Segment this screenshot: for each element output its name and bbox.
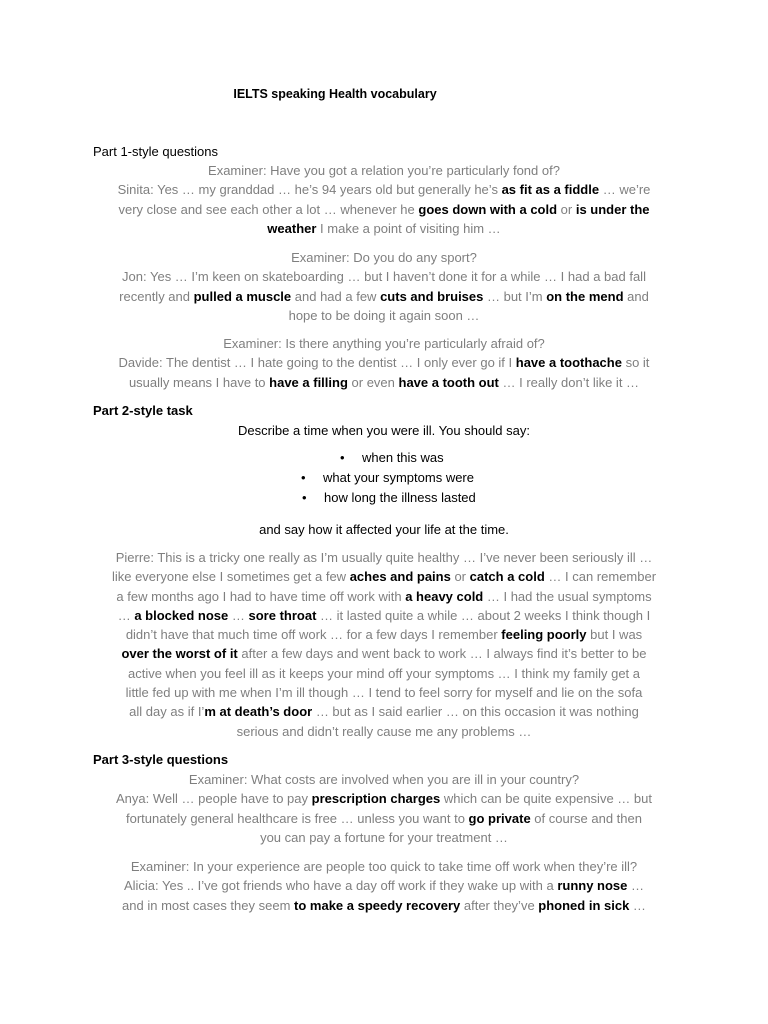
part1-dialogue-2: [88, 248, 680, 325]
answer-line: little fed up with me when I’m ill though … I tend to feel sorry for myself and lie on the sofa: [125, 685, 643, 701]
part3-dialogue-2: [88, 857, 680, 915]
answer-line: Anya: Well … people have to pay prescription charges which can be quite expensive … but: [116, 791, 652, 807]
vocab-term: sore throat: [248, 607, 317, 623]
vocab-term: pulled a muscle: [193, 288, 292, 304]
part1-heading: Part 1-style questions: [93, 144, 219, 159]
bullet-item: • how long the illness lasted: [302, 490, 476, 505]
bullet-item: • when this was: [340, 450, 444, 465]
vocab-term: as fit as a fiddle: [501, 182, 600, 198]
vocab-term: goes down with a cold: [418, 201, 558, 217]
vocab-term: a blocked nose: [134, 607, 229, 623]
answer-line: usually means I have to have a filling or even have a tooth out … I really don’t like it …: [128, 374, 640, 390]
answer-line: a few months ago I had to have time off work with a heavy cold … I had the usual symptoms: [116, 588, 652, 604]
part1-dialogue-1: [88, 161, 680, 238]
vocab-term: over the worst of it: [121, 646, 238, 662]
answer-line: active when you feel ill as it keeps your mind off your symptoms … I think my family get a: [127, 665, 641, 681]
answer-line: all day as if I’m at death’s door … but as I said earlier … on this occasion it was nothing: [129, 704, 639, 720]
answer-line: … a blocked nose … sore throat … it lasted quite a while … about 2 weeks I think though I: [117, 607, 651, 623]
vocab-term: feeling poorly: [501, 627, 587, 643]
page-title: IELTS speaking Health vocabulary: [233, 87, 437, 101]
vocab-term: phoned in sick: [538, 897, 630, 913]
answer-line: weather I make a point of visiting him …: [267, 220, 501, 236]
vocab-term: weather: [267, 220, 317, 236]
part2-heading: Part 2-style task: [93, 403, 193, 418]
answer-line: over the worst of it after a few days and went back to work … I always find it’s better to be: [121, 646, 647, 662]
answer-line: Pierre: This is a tricky one really as I’m usually quite healthy … I’ve never been seriously ill …: [115, 550, 653, 565]
answer-line: Jon: Yes … I’m keen on skateboarding … but I haven’t done it for a while … I had a bad fall: [122, 269, 646, 285]
part2-answer: [88, 548, 680, 741]
vocab-term: on the mend: [546, 288, 624, 304]
answer-line: serious and didn’t really cause me any problems …: [236, 723, 532, 739]
part3-heading: Part 3-style questions: [93, 752, 229, 767]
examiner-question: Examiner: In your experience are people too quick to take time off work when they’re ill?: [130, 859, 638, 874]
vocab-term: a heavy cold: [405, 588, 484, 604]
vocab-term: cuts and bruises: [380, 288, 484, 304]
answer-line: recently and pulled a muscle and had a few cuts and bruises … but I’m on the mend and: [119, 288, 649, 304]
answer-line: Davide: The dentist … I hate going to the dentist … I only ever go if I have a toothache so it: [118, 355, 650, 371]
vocab-term: aches and pains: [349, 569, 451, 585]
examiner-question: Examiner: What costs are involved when you are ill in your country?: [188, 772, 580, 787]
vocab-term: prescription charges: [311, 791, 441, 807]
part3-dialogue-1: [88, 770, 680, 847]
answer-line: Alicia: Yes .. I’ve got friends who have a day off work if they wake up with a runny nose …: [123, 878, 645, 894]
answer-line: Sinita: Yes … my granddad … he’s 94 years old but generally he’s as fit as a fiddle … we’re: [117, 182, 651, 198]
vocab-term: have a tooth out: [398, 374, 499, 390]
vocab-term: runny nose: [557, 878, 628, 894]
vocab-term: to make a speedy recovery: [294, 897, 461, 913]
vocab-term: catch a cold: [469, 569, 545, 585]
vocab-term: have a toothache: [515, 355, 622, 371]
part1-dialogue-3: [88, 334, 680, 392]
bullet-item: • what your symptoms were: [301, 470, 474, 485]
part2-task-outro: and say how it affected your life at the time.: [259, 522, 509, 537]
vocab-term: is under the: [575, 201, 650, 217]
vocab-term: have a filling: [269, 374, 348, 390]
answer-line: didn’t have that much time off work … for a few days I remember feeling poorly but I was: [125, 627, 643, 643]
answer-line: very close and see each other a lot … whenever he goes down with a cold or is under the: [118, 201, 650, 217]
vocab-term: go private: [468, 810, 531, 826]
examiner-question: Examiner: Have you got a relation you’re particularly fond of?: [208, 163, 560, 178]
answer-line: like everyone else I sometimes get a few aches and pains or catch a cold … I can remember: [111, 569, 657, 585]
answer-line: hope to be doing it again soon …: [288, 307, 480, 323]
answer-line: fortunately general healthcare is free … unless you want to go private of course and then: [126, 810, 642, 826]
answer-line: and in most cases they seem to make a speedy recovery after they’ve phoned in sick …: [122, 897, 646, 913]
examiner-question: Examiner: Is there anything you’re particularly afraid of?: [223, 336, 545, 351]
vocab-term: m at death’s door: [204, 704, 313, 720]
examiner-question: Examiner: Do you do any sport?: [291, 250, 477, 265]
part2-task-intro: Describe a time when you were ill. You should say:: [238, 423, 530, 438]
answer-line: you can pay a fortune for your treatment …: [260, 829, 508, 845]
